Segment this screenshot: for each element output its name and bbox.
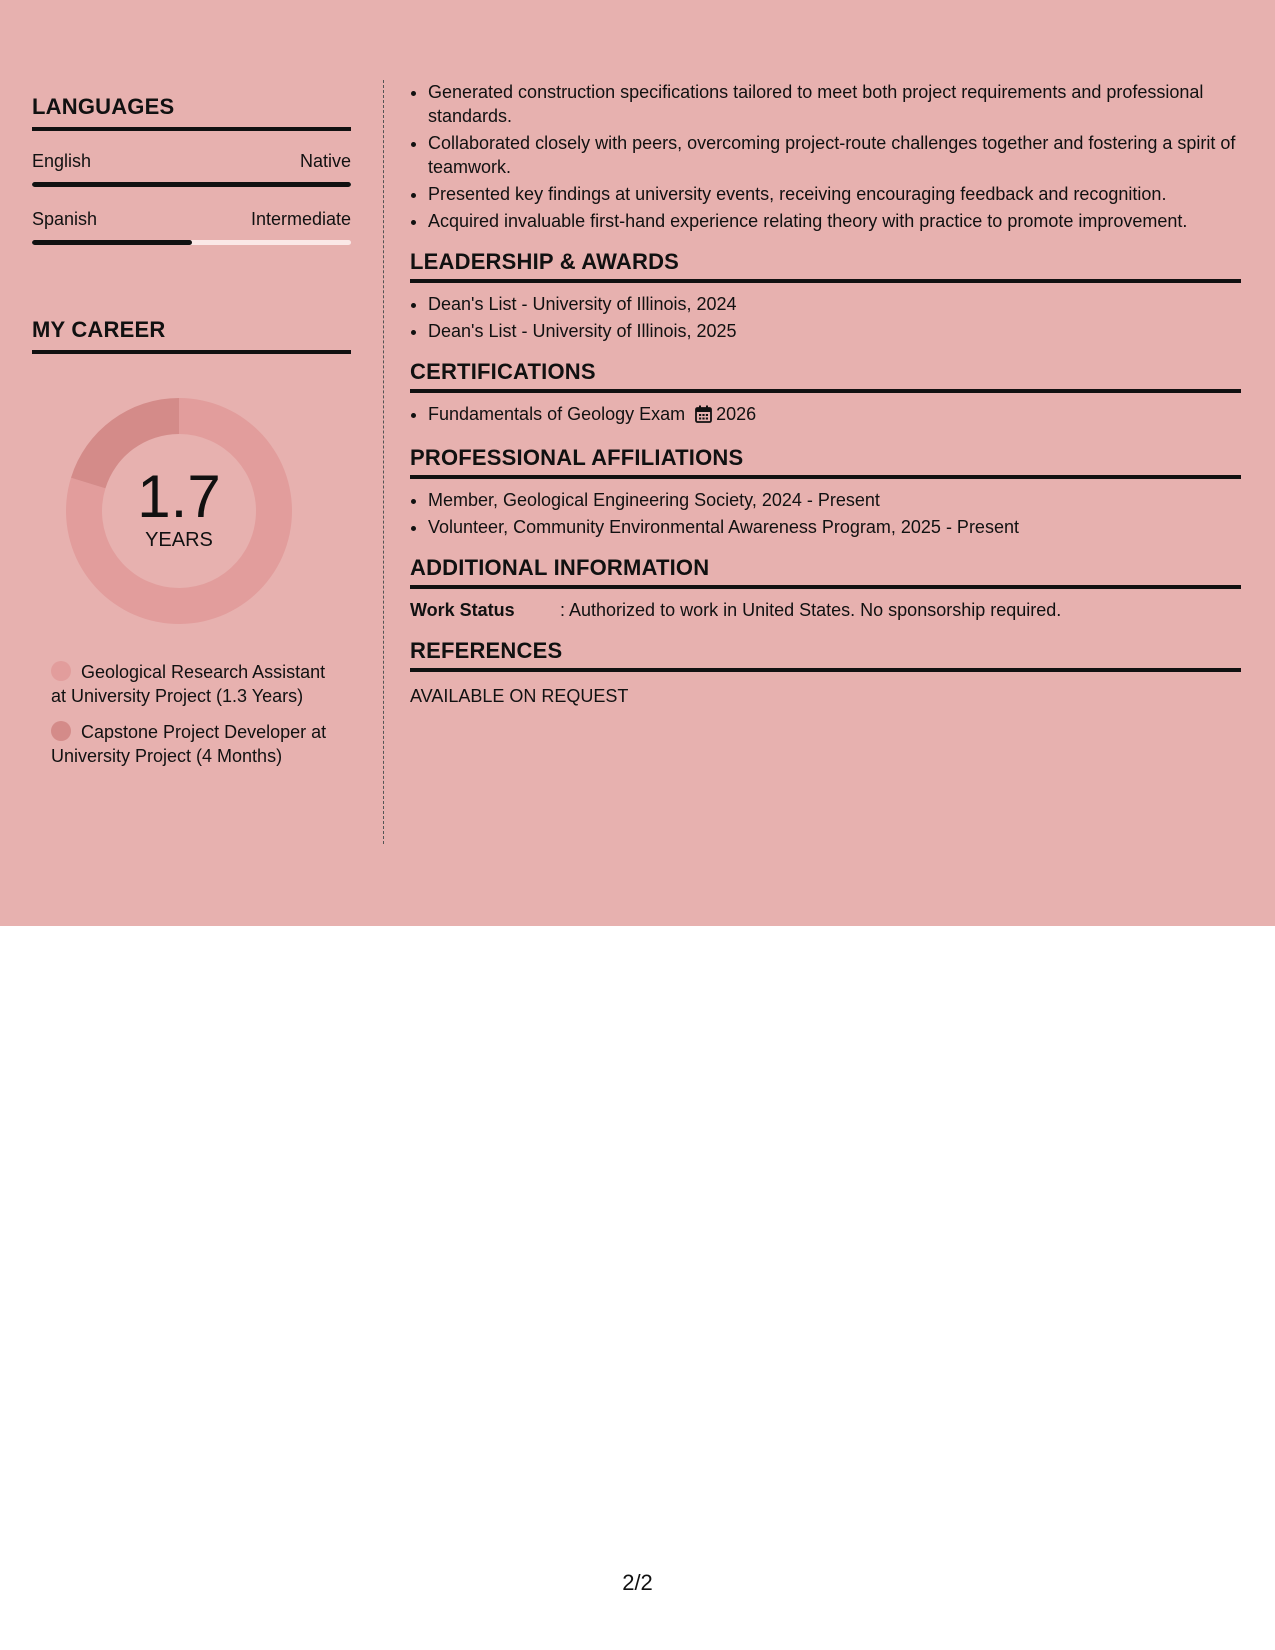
- legend-item: [51, 720, 331, 768]
- certification-name: Fundamentals of Geology Exam: [428, 404, 686, 424]
- language-proficiency-fill: [32, 182, 351, 187]
- legend-dot-icon: [51, 661, 71, 681]
- affiliations-section: [410, 445, 1241, 539]
- work-status-label: Work Status: [410, 600, 515, 620]
- legend-label: Geological Research Assistant at University Project (1.3 Years): [51, 662, 326, 706]
- references-title: REFERENCES: [410, 638, 1241, 672]
- list-item: • Generated construction specifications tailored to meet both project requirements and professional standards.: [428, 80, 1241, 128]
- languages-title: LANGUAGES: [32, 94, 351, 131]
- right-column: [410, 80, 1241, 708]
- language-proficiency-bar: [32, 182, 351, 187]
- career-total-unit: YEARS: [145, 528, 213, 551]
- legend-item: [51, 660, 331, 708]
- career-title: MY CAREER: [32, 317, 351, 354]
- certifications-title: CERTIFICATIONS: [410, 359, 1241, 393]
- legend-label: Capstone Project Developer at University Project (4 Months): [51, 722, 327, 766]
- language-english: [32, 151, 351, 187]
- language-name: Spanish: [32, 209, 98, 229]
- language-level: Intermediate: [250, 209, 351, 229]
- work-status-row: [410, 598, 1241, 622]
- legend-dot-icon: [51, 721, 71, 741]
- language-proficiency-fill: [32, 240, 192, 245]
- page-number: 2/2: [622, 1570, 653, 1595]
- language-level: Native: [299, 151, 351, 171]
- list-item: [428, 402, 1241, 429]
- list-item: • Collaborated closely with peers, overcoming project-route challenges together and fostering a spirit of teamwork.: [428, 131, 1241, 179]
- references-section: [410, 638, 1241, 708]
- leadership-section: [410, 249, 1241, 343]
- list-item: • Presented key findings at university events, receiving encouraging feedback and recognition.: [428, 182, 1241, 206]
- career-donut-chart: [66, 398, 292, 624]
- career-legend: [32, 660, 331, 768]
- language-proficiency-bar: [32, 240, 351, 245]
- work-status-value: : Authorized to work in United States. No sponsorship required.: [560, 600, 1062, 620]
- career-total-years: 1.7: [137, 462, 221, 530]
- language-spanish: [32, 209, 351, 245]
- left-column: [32, 94, 351, 780]
- certification-year: 2026: [716, 404, 757, 424]
- list-item: • Volunteer, Community Environmental Awareness Program, 2025 - Present: [428, 515, 1241, 539]
- calendar-icon: [695, 405, 712, 429]
- language-name: English: [32, 151, 92, 171]
- certifications-section: [410, 359, 1241, 429]
- list-item: • Dean's List - University of Illinois, 2024: [428, 292, 1241, 316]
- list-item: • Member, Geological Engineering Society, 2024 - Present: [428, 488, 1241, 512]
- references-text: AVAILABLE ON REQUEST: [410, 686, 629, 706]
- list-item: • Acquired invaluable first-hand experience relating theory with practice to promote improvement.: [428, 209, 1241, 233]
- additional-info-title: ADDITIONAL INFORMATION: [410, 555, 1241, 589]
- leadership-title: LEADERSHIP & AWARDS: [410, 249, 1241, 283]
- affiliations-title: PROFESSIONAL AFFILIATIONS: [410, 445, 1241, 479]
- additional-info-section: [410, 555, 1241, 622]
- column-divider: [383, 80, 384, 844]
- experience-bullets: [410, 80, 1241, 233]
- list-item: • Dean's List - University of Illinois, 2025: [428, 319, 1241, 343]
